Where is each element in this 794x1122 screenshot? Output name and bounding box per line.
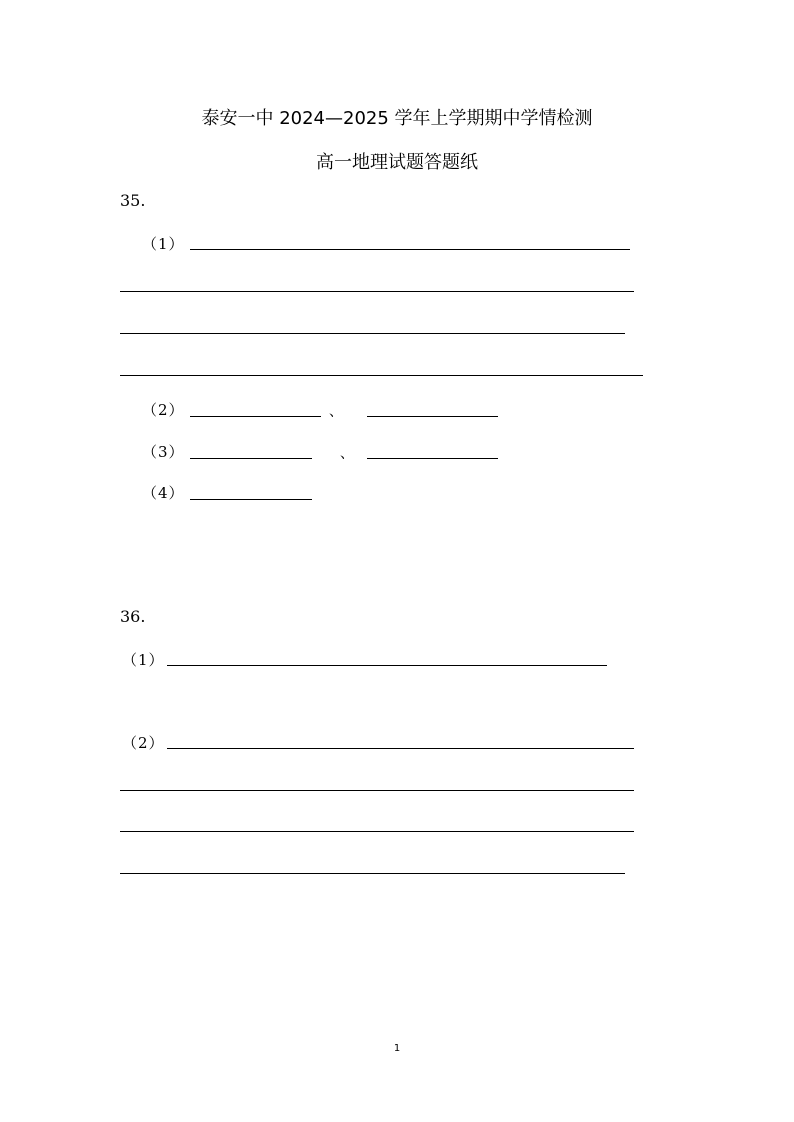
q36-part-1-answer-line[interactable] bbox=[167, 665, 607, 666]
q35-part-2-answer-line-a[interactable] bbox=[190, 416, 321, 417]
q35-part-1-answer-line-2[interactable] bbox=[120, 291, 634, 292]
q35-part-4-answer-line[interactable] bbox=[190, 499, 312, 500]
page-title: 泰安一中 2024—2025 学年上学期期中学情检测 bbox=[201, 108, 593, 129]
q36-part-1-label: （1） bbox=[122, 651, 165, 669]
q36-part-2-answer-line-3[interactable] bbox=[120, 831, 634, 832]
question-36-number: 36. bbox=[120, 607, 146, 626]
q36-part-2-answer-line-2[interactable] bbox=[120, 790, 634, 791]
q35-part-1-label: （1） bbox=[142, 235, 185, 253]
page-number: 1 bbox=[393, 1043, 401, 1054]
q35-part-2-answer-line-b[interactable] bbox=[367, 416, 498, 417]
q36-part-2-answer-line[interactable] bbox=[167, 748, 634, 749]
q35-part-3-answer-line-b[interactable] bbox=[367, 458, 498, 459]
q35-part-1-answer-line-3[interactable] bbox=[120, 333, 625, 334]
q35-part-2-label: （2） bbox=[142, 401, 185, 419]
q35-part-3-separator: 、 bbox=[340, 446, 354, 462]
q36-part-2-label: （2） bbox=[122, 734, 165, 752]
question-35-number: 35. bbox=[120, 191, 146, 210]
q36-part-2-answer-line-4[interactable] bbox=[120, 873, 625, 874]
q35-part-3-answer-line-a[interactable] bbox=[190, 458, 312, 459]
q35-part-1-answer-line[interactable] bbox=[190, 249, 630, 250]
q35-part-4-label: （4） bbox=[142, 484, 185, 502]
q35-part-2-separator: 、 bbox=[329, 404, 343, 420]
q35-part-1-answer-line-4[interactable] bbox=[120, 375, 643, 376]
q35-part-3-label: （3） bbox=[142, 443, 185, 461]
page-subtitle: 高一地理试题答题纸 bbox=[316, 152, 478, 173]
